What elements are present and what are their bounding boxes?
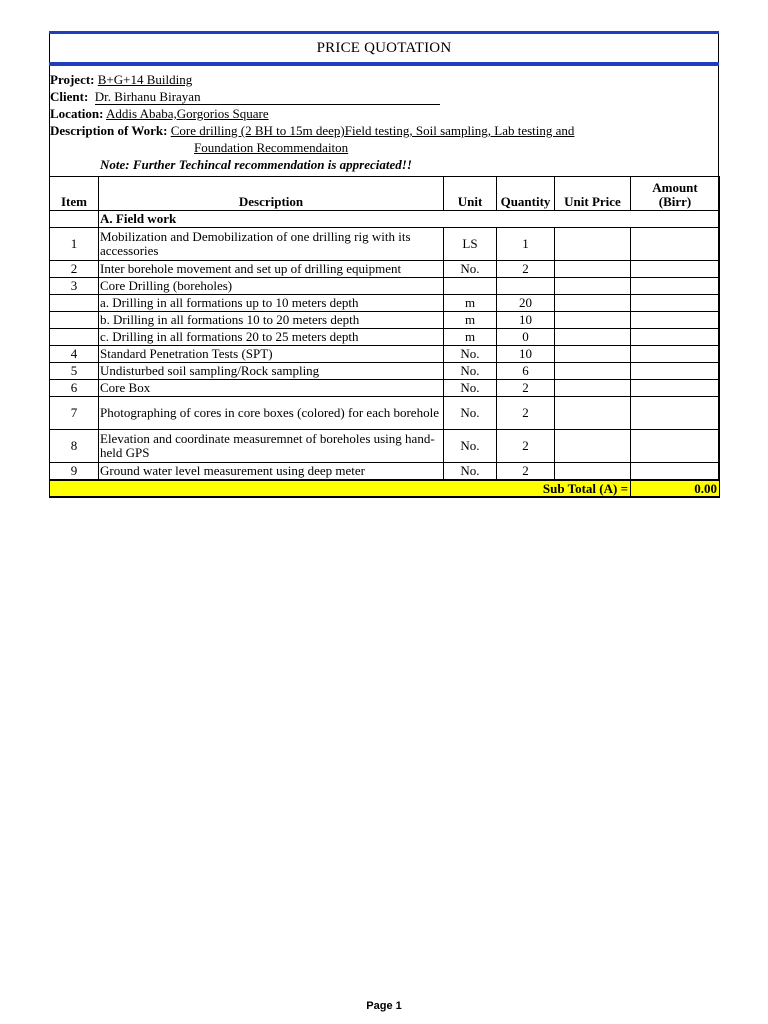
location-value: Addis Ababa,Gorgorios Square (106, 106, 269, 121)
row-description: Core Drilling (boreholes) (99, 278, 444, 295)
row-unit: No. (444, 346, 497, 363)
row-unit: No. (444, 463, 497, 481)
client-value: Dr. Birhanu Birayan (95, 90, 440, 105)
row-amount (631, 463, 720, 481)
row-quantity: 2 (497, 380, 555, 397)
header-description: Description (99, 177, 444, 211)
row-description: b. Drilling in all formations 10 to 20 meters depth (99, 312, 444, 329)
subtotal-label: Sub Total (A) = (50, 480, 631, 497)
row-description: Elevation and coordinate measuremnet of boreholes using hand-held GPS (99, 430, 444, 463)
row-unit-price (555, 430, 631, 463)
row-item: 6 (50, 380, 99, 397)
row-amount (631, 363, 720, 380)
table-row (50, 463, 720, 481)
row-unit-price (555, 295, 631, 312)
table-row (50, 312, 720, 329)
row-item (50, 312, 99, 329)
row-quantity: 20 (497, 295, 555, 312)
subtotal-value: 0.00 (631, 480, 720, 497)
row-unit-price (555, 228, 631, 261)
row-amount (631, 346, 720, 363)
header-item: Item (50, 177, 99, 211)
row-unit-price (555, 261, 631, 278)
work-row-continued (50, 139, 718, 156)
subtotal-row (50, 480, 720, 497)
row-item: 5 (50, 363, 99, 380)
row-item: 3 (50, 278, 99, 295)
row-unit-price (555, 312, 631, 329)
row-item: 9 (50, 463, 99, 481)
table-header-row (50, 177, 720, 211)
work-label: Description of Work: (50, 123, 168, 138)
section-row (50, 211, 720, 228)
row-amount (631, 329, 720, 346)
project-value: B+G+14 Building (97, 72, 193, 87)
row-quantity: 2 (497, 397, 555, 430)
row-description: Standard Penetration Tests (SPT) (99, 346, 444, 363)
table-row (50, 346, 720, 363)
table-row (50, 397, 720, 430)
location-label: Location: (50, 106, 104, 121)
client-label: Client: (50, 89, 89, 104)
row-item: 1 (50, 228, 99, 261)
row-amount (631, 261, 720, 278)
table-row (50, 329, 720, 346)
row-amount (631, 430, 720, 463)
row-unit: m (444, 329, 497, 346)
project-row (50, 71, 718, 88)
table-row (50, 380, 720, 397)
table-row (50, 261, 720, 278)
row-unit-price (555, 463, 631, 481)
row-item: 8 (50, 430, 99, 463)
row-item: 7 (50, 397, 99, 430)
row-amount (631, 397, 720, 430)
header-amount-line2: (Birr) (658, 194, 692, 209)
row-unit-price (555, 397, 631, 430)
project-info (50, 66, 718, 173)
quotation-table (49, 176, 720, 498)
row-item (50, 329, 99, 346)
row-quantity: 1 (497, 228, 555, 261)
table-row (50, 228, 720, 261)
work-value-line2: Foundation Recommendaiton (194, 140, 349, 155)
row-unit: No. (444, 430, 497, 463)
page-footer: Page 1 (366, 1000, 402, 1012)
work-value-line1: Core drilling (2 BH to 15m deep)Field testing, Soil sampling, Lab testing and (170, 123, 575, 138)
row-unit-price (555, 278, 631, 295)
row-amount (631, 228, 720, 261)
note-text: Note: Further Techincal recommendation is appreciated!! (100, 157, 412, 172)
row-quantity: 2 (497, 463, 555, 481)
row-unit-price (555, 346, 631, 363)
row-item (50, 295, 99, 312)
row-item: 4 (50, 346, 99, 363)
row-unit: No. (444, 397, 497, 430)
row-amount (631, 295, 720, 312)
row-unit (444, 278, 497, 295)
row-amount (631, 380, 720, 397)
row-quantity: 0 (497, 329, 555, 346)
row-unit-price (555, 380, 631, 397)
row-amount (631, 278, 720, 295)
table-row (50, 295, 720, 312)
row-unit: No. (444, 261, 497, 278)
row-unit-price (555, 363, 631, 380)
row-description: Undisturbed soil sampling/Rock sampling (99, 363, 444, 380)
row-quantity: 10 (497, 346, 555, 363)
row-unit: No. (444, 380, 497, 397)
row-quantity: 6 (497, 363, 555, 380)
client-row (50, 88, 718, 105)
row-description: c. Drilling in all formations 20 to 25 meters depth (99, 329, 444, 346)
header-amount-line1: Amount (652, 180, 698, 195)
row-quantity: 2 (497, 430, 555, 463)
location-row (50, 105, 718, 122)
page-title: PRICE QUOTATION (316, 39, 452, 56)
row-unit: LS (444, 228, 497, 261)
row-description: a. Drilling in all formations up to 10 meters depth (99, 295, 444, 312)
row-quantity: 10 (497, 312, 555, 329)
header-amount (631, 177, 720, 211)
table-row (50, 278, 720, 295)
table-row (50, 363, 720, 380)
row-description: Inter borehole movement and set up of drilling equipment (99, 261, 444, 278)
row-unit: m (444, 312, 497, 329)
section-title: A. Field work (99, 211, 720, 228)
row-item: 2 (50, 261, 99, 278)
work-row (50, 122, 718, 139)
row-description: Mobilization and Demobilization of one drilling rig with its accessories (99, 228, 444, 261)
table-row (50, 430, 720, 463)
project-label: Project: (50, 72, 95, 87)
row-description: Ground water level measurement using deep meter (99, 463, 444, 481)
row-description: Photographing of cores in core boxes (colored) for each borehole (99, 397, 444, 430)
row-description: Core Box (99, 380, 444, 397)
row-quantity: 2 (497, 261, 555, 278)
header-unit: Unit (444, 177, 497, 211)
row-unit-price (555, 329, 631, 346)
header-quantity: Quantity (497, 177, 555, 211)
row-unit: m (444, 295, 497, 312)
quotation-sheet (49, 31, 719, 498)
header-unit-price: Unit Price (555, 177, 631, 211)
row-unit: No. (444, 363, 497, 380)
row-amount (631, 312, 720, 329)
row-quantity (497, 278, 555, 295)
